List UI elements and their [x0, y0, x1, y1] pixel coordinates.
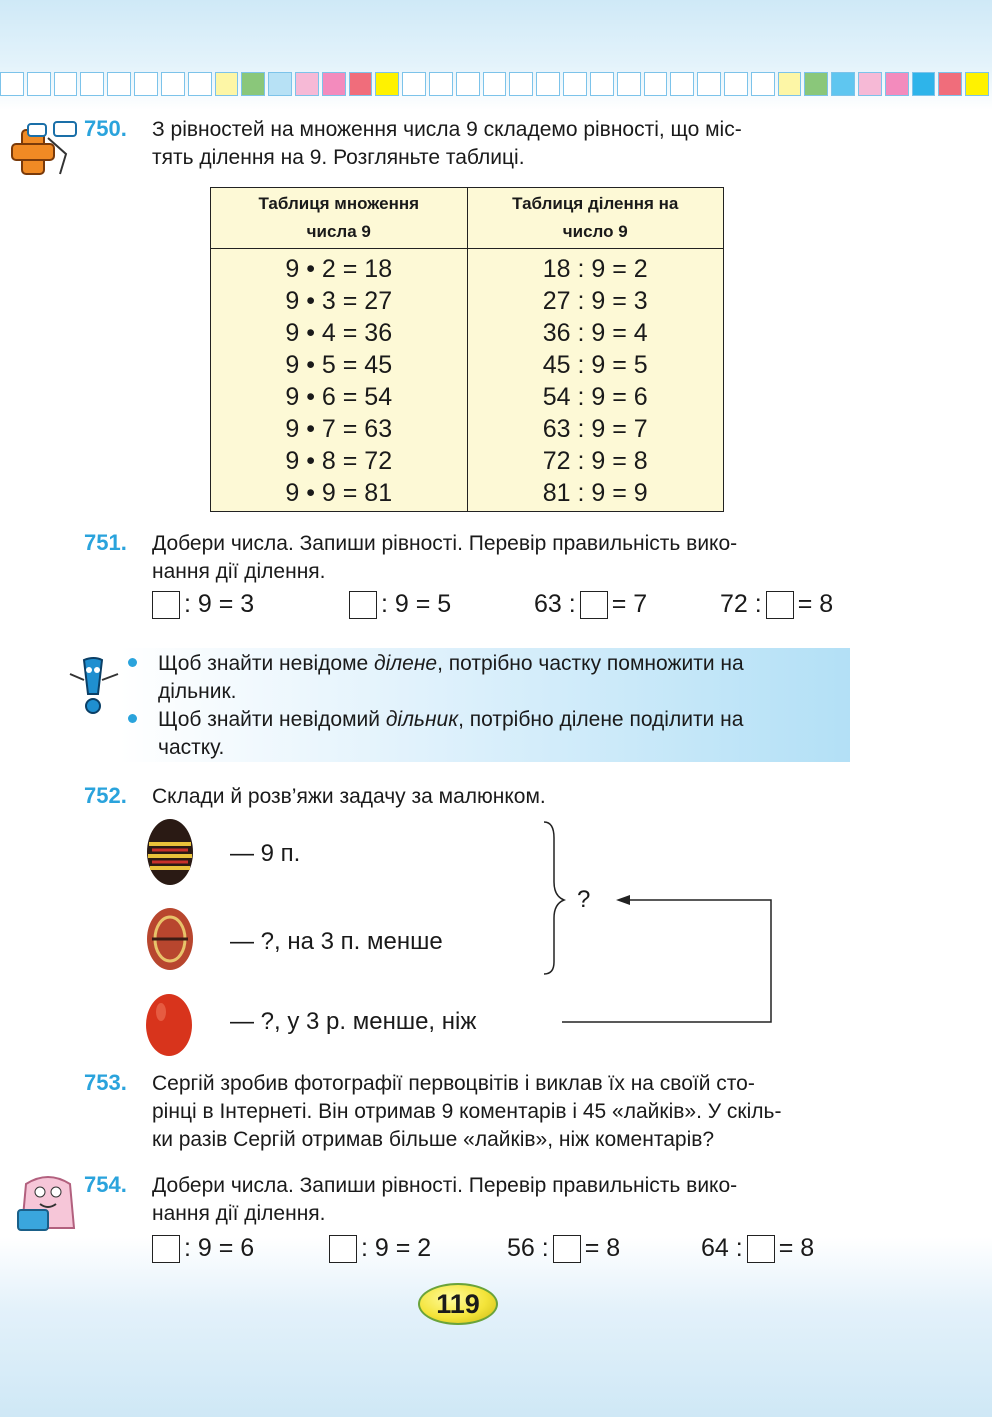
exercise-text: нання дії ділення.: [152, 1202, 326, 1225]
stripe-cell: [563, 72, 587, 96]
stripe-cell: [107, 72, 131, 96]
stripe-cell: [134, 72, 158, 96]
stripe-cell: [429, 72, 453, 96]
multiplication-row: 9 • 2 = 18: [285, 255, 393, 283]
equation: 63 : = 7: [534, 590, 648, 618]
answer-box[interactable]: [747, 1235, 775, 1263]
exclamation-mascot-icon: [66, 656, 122, 716]
stripe-cell: [778, 72, 802, 96]
answer-box[interactable]: [329, 1235, 357, 1263]
rule-text: Щоб знайти невідоме ділене, потрібно частку помножити на: [158, 652, 744, 675]
stripe-cell: [456, 72, 480, 96]
stripe-cell: [617, 72, 641, 96]
rule-text: частку.: [158, 736, 225, 759]
stripe-cell: [644, 72, 668, 96]
painted-egg-icon: [144, 816, 196, 888]
exercise-text: рінці в Інтернеті. Він отримав 9 коментарів і 45 «лайків». У скіль-: [152, 1100, 782, 1123]
stripe-cell: [375, 72, 399, 96]
multiplication-row: 9 • 3 = 27: [285, 287, 393, 315]
stripe-cell: [402, 72, 426, 96]
table-header-multiplication: Таблиця множення числа 9: [211, 188, 468, 249]
page-number: 119: [418, 1283, 498, 1325]
multiplication-row: 9 • 8 = 72: [285, 447, 393, 475]
exercise-number: 754.: [84, 1172, 127, 1197]
exercise-number: 751.: [84, 530, 127, 555]
bullet-icon: [128, 714, 137, 723]
stripe-cell: [912, 72, 936, 96]
stripe-cell: [751, 72, 775, 96]
exercise-text: ки разів Сергій отримав більше «лайків», ніж коментарів?: [152, 1128, 715, 1151]
answer-box[interactable]: [580, 591, 608, 619]
stripe-cell: [322, 72, 346, 96]
stripe-cell: [188, 72, 212, 96]
stripe-cell: [349, 72, 373, 96]
stripe-cell: [241, 72, 265, 96]
stripe-cell: [670, 72, 694, 96]
division-row: 72 : 9 = 8: [542, 447, 648, 475]
equation: 64 : = 8: [701, 1234, 815, 1262]
division-column: [467, 249, 724, 512]
red-egg-icon: [144, 992, 194, 1058]
stripe-cell: [268, 72, 292, 96]
answer-box[interactable]: [766, 591, 794, 619]
rule-text: дільник.: [158, 680, 237, 703]
stripe-cell: [804, 72, 828, 96]
division-row: 45 : 9 = 5: [542, 351, 648, 379]
equation: : 9 = 5: [345, 590, 451, 619]
egg-label: — ?, у 3 р. менше, ніж: [230, 1008, 477, 1035]
question-mark: ?: [577, 886, 591, 913]
header-stripe: [0, 72, 992, 100]
exercise-text: Добери числа. Запиши рівності. Перевір правильність вико-: [152, 532, 738, 555]
stripe-cell: [483, 72, 507, 96]
division-row: 81 : 9 = 9: [542, 479, 648, 507]
multiplication-row: 9 • 7 = 63: [285, 415, 393, 443]
table-header-division: Таблиця ділення на число 9: [467, 188, 724, 249]
multiplication-row: 9 • 5 = 45: [285, 351, 393, 379]
stripe-cell: [831, 72, 855, 96]
equation: : 9 = 2: [325, 1234, 431, 1263]
exercise-text: тять ділення на 9. Розгляньте таблиці.: [152, 146, 525, 169]
rule-text: Щоб знайти невідомий дільник, потрібно ділене поділити на: [158, 708, 744, 731]
answer-box[interactable]: [553, 1235, 581, 1263]
equation: 56 : = 8: [507, 1234, 621, 1262]
bullet-icon: [128, 658, 137, 667]
stripe-cell: [80, 72, 104, 96]
stripe-cell: [697, 72, 721, 96]
stripe-cell: [215, 72, 239, 96]
plus-mascot-icon: [8, 114, 80, 180]
answer-box[interactable]: [349, 591, 377, 619]
equation: : 9 = 3: [148, 590, 254, 619]
exercise-text: Склади й розв’яжи задачу за малюнком.: [152, 785, 546, 808]
multiplication-row: 9 • 9 = 81: [285, 479, 393, 507]
stripe-cell: [0, 72, 24, 96]
stripe-cell: [858, 72, 882, 96]
stripe-cell: [938, 72, 962, 96]
stripe-cell: [965, 72, 989, 96]
answer-box[interactable]: [152, 1235, 180, 1263]
footer-background: [0, 1237, 992, 1417]
stripe-cell: [885, 72, 909, 96]
stripe-cell: [161, 72, 185, 96]
division-row: 27 : 9 = 3: [542, 287, 648, 315]
exercise-text: Добери числа. Запиши рівності. Перевір правильність вико-: [152, 1174, 738, 1197]
division-row: 36 : 9 = 4: [542, 319, 648, 347]
exercise-number: 752.: [84, 783, 127, 808]
stripe-cell: [590, 72, 614, 96]
exercise-number: 750.: [84, 116, 127, 141]
multiplication-column: [211, 249, 468, 512]
exercise-text: Сергій зробив фотографії первоцвітів і виклав їх на своїй сто-: [152, 1072, 755, 1095]
stripe-cell: [295, 72, 319, 96]
pysanka-egg-icon: [144, 906, 196, 972]
egg-label: — 9 п.: [230, 840, 301, 867]
equation: : 9 = 6: [148, 1234, 254, 1263]
egg-label: — ?, на 3 п. менше: [230, 928, 443, 955]
brace-arrow-diagram: [540, 818, 780, 1030]
backpack-mascot-icon: [16, 1172, 80, 1234]
answer-box[interactable]: [152, 591, 180, 619]
division-row: 54 : 9 = 6: [542, 383, 648, 411]
multiplication-division-table: [210, 187, 724, 512]
stripe-cell: [509, 72, 533, 96]
stripe-cell: [27, 72, 51, 96]
stripe-cell: [724, 72, 748, 96]
division-row: 63 : 9 = 7: [542, 415, 648, 443]
exercise-text: З рівностей на множення числа 9 складемо рівності, що міс-: [152, 118, 742, 141]
stripe-cell: [54, 72, 78, 96]
equation: 72 : = 8: [720, 590, 834, 618]
multiplication-row: 9 • 4 = 36: [285, 319, 393, 347]
exercise-number: 753.: [84, 1070, 127, 1095]
division-row: 18 : 9 = 2: [542, 255, 648, 283]
multiplication-row: 9 • 6 = 54: [285, 383, 393, 411]
exercise-text: нання дії ділення.: [152, 560, 326, 583]
stripe-cell: [536, 72, 560, 96]
